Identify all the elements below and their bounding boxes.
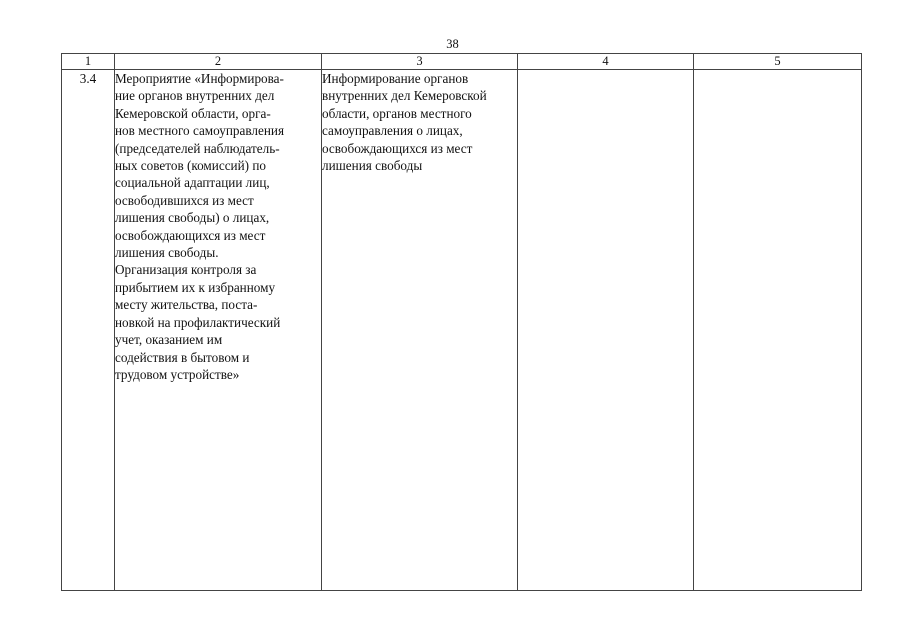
activity-description (115, 70, 322, 591)
empty-cell-col-5 (694, 70, 862, 591)
text-line: прибытием их к избранному (115, 279, 276, 295)
text-line: ние органов внутренних дел (115, 88, 275, 104)
text-line: (председателей наблюдатель- (115, 140, 280, 156)
empty-cell-col-4 (518, 70, 694, 591)
text-line: лишения свободы) о лицах, (115, 210, 270, 226)
text-line: освободившихся из мест (115, 192, 254, 208)
row-number: 3.4 (62, 70, 115, 591)
text-line: новкой на профилактический (115, 314, 281, 330)
text-line: трудовом устройстве» (115, 366, 240, 382)
header-col-5: 5 (694, 54, 862, 70)
header-col-4: 4 (518, 54, 694, 70)
text-line: Мероприятие «Информирова- (115, 71, 284, 86)
text-line: ных советов (комиссий) по (115, 158, 266, 174)
text-line: лишения свободы (322, 158, 423, 174)
text-line: освобождающихся из мест (322, 140, 473, 156)
page-number: 38 (446, 37, 459, 51)
text-line: социальной адаптации лиц, (115, 175, 270, 191)
text-line: освобождающихся из мест (115, 227, 266, 243)
text-line: месту жительства, поста- (115, 297, 258, 313)
text-line: нов местного самоуправления (115, 123, 285, 139)
text-line: содействия в бытовом и (115, 349, 250, 365)
header-col-1: 1 (62, 54, 115, 70)
header-col-2: 2 (115, 54, 322, 70)
text-line: учет, оказанием им (115, 332, 223, 348)
text-line: Организация контроля за (115, 262, 257, 278)
text-line: Информирование органов (322, 71, 469, 86)
text-line: самоуправления о лицах, (322, 123, 463, 139)
header-row (62, 54, 862, 70)
text-line: лишения свободы. (115, 245, 219, 261)
text-line: Кемеровской области, орга- (115, 105, 271, 121)
measures-table (61, 53, 862, 591)
text-line: области, органов местного (322, 105, 472, 121)
header-col-3: 3 (322, 54, 518, 70)
activity-content (322, 70, 518, 591)
text-line: внутренних дел Кемеровской (322, 88, 487, 104)
table-row (62, 70, 862, 591)
